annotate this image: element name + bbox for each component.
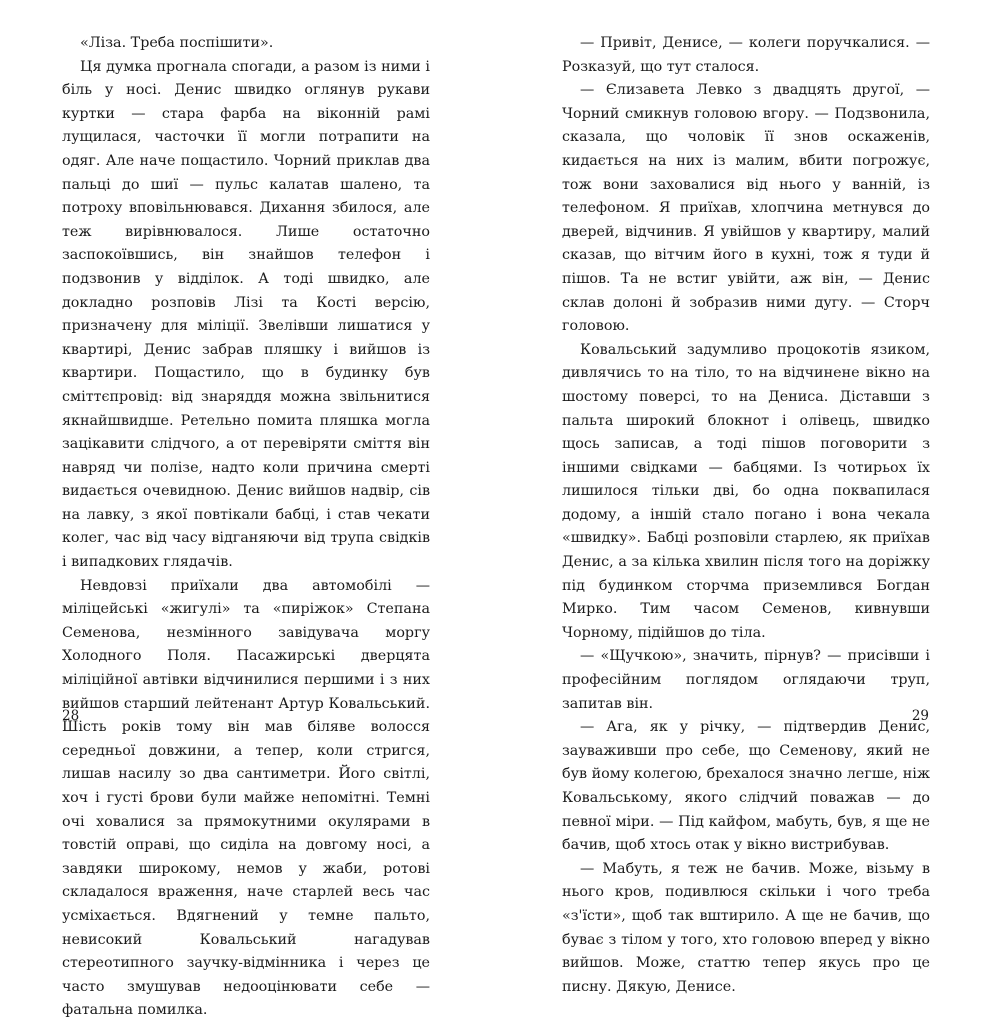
paragraph: — «Щучкою», значить, пірнув? — присівши і професійним поглядом оглядаючи труп, запитав він. [562, 648, 930, 712]
paragraph: — Єлизавета Левко з двадцять другої, — Чорний смикнув головою вгору. — Подзвонила, сказала, що чоловік її знов оскаженів, кидається на них із малим, вбити погрожує, тож вони заховалися від нього у ванній, із телефоном. Я приїхав, хлопчина метнувся до дверей, відчинив. Я увійшов у квартиру, малий сказав, що вітчим його в кухні, тож я туди й пішов. Та не встиг увійти, аж він, — Денис склав долоні й зобразив ними дугу. — Сторч головою. [562, 82, 930, 335]
page-number-left: 28 [62, 708, 80, 724]
paragraph: Ця думка прогнала спогади, а разом із ними і біль у носі. Денис швидко оглянув рукави куртки — стара фарба на віконній рамі лущилася, часточки її могли потрапити на одяг. Але наче пощастило. Чорний приклав два пальці до шиї — пульс калатав шалено, та потроху вповільнювався. Дихання збилося, але теж вирівнювалося. Лише остаточно заспокоївшись, він знайшов телефон і подзвонив у відділок. А тоді швидко, але докладно розповів Лізі та Кості версію, призначену для міліції. Звелівши лишатися у квартирі, Денис забрав пляшку і вийшов із квартири. Пощастило, що в будинку був сміттєпровід: від знаряддя можна звільнитися якнайшвидше. Ретельно помита пляшка могла зацікавити слідчого, а от перевіряти сміття він навряд чи полізе, надто коли причина смерті видається очевидною. Денис вийшов надвір, сів на лавку, з якої повтікали бабці, і став чекати колег, час від часу відганяючи від трупа свідків і випадкових глядачів. [62, 58, 430, 571]
paragraph: «Ліза. Треба поспішити». [80, 35, 274, 51]
paragraph: Невдовзі приїхали два автомобілі — міліцейські «жигулі» та «пиріжок» Степана Семенова, незмінного завідувача моргу Холодного Поля. Пасажирські дверцята міліційної автівки відчинилися першими і з них вийшов старший лейтенант Артур Ковальський. Шість років тому він мав біляве волосся середньої довжини, а тепер, коли стригся, лишав насилу зо два сантиметри. Його світлі, хоч і густі брови були майже непомітні. Темні очі ховалися за прямокутними окулярами в товстій оправі, що сиділа на довгому носі, а завдяки широкому, немов у жаби, ротові складалося враження, наче старлей весь час усміхається. Вдягнений у темне пальто, невисокий Ковальський нагадував стереотипного заучку-відмінника і через це часто змушував недооцінювати себе — фатальна помилка. [62, 577, 430, 1019]
paragraph: — Мабуть, я теж не бачив. Може, візьму в нього кров, подивлюся скільки і чого треба «з'їсти», щоб так вштирило. А ще не бачив, що буває з тілом у того, хто головою вперед у вікно вийшов. Може, статтю тепер якусь про це писну. Дякую, Денисе. [562, 860, 930, 995]
paragraph: — Ага, як у річку, — підтвердив Денис, зауваживши про себе, що Семенову, який не був йому колегою, брехалося значно легше, ніж Ковальському, якого слідчий поважав — до певної міри. — Під кайфом, мабуть, був, я ще не бачив, щоб хтось отак у вікно вистрибував. [562, 719, 930, 854]
page-number-right: 29 [911, 708, 929, 724]
paragraph: — Привіт, Денисе, — колеги поручкалися. — Розказуй, що тут сталося. [562, 35, 930, 75]
right-page [562, 32, 930, 999]
left-page [62, 32, 430, 1023]
paragraph: Ковальський задумливо процокотів язиком, дивлячись то на тіло, то на відчинене вікно на шостому поверсі, то на Дениса. Діставши з пальта широкий блокнот і олівець, швидко щось записав, а тоді пішов поговорити з іншими свідками — бабцями. Із чотирьох їх лишилося тільки дві, бо одна поквапилася додому, а іншій стало погано і вона чекала «швидку». Бабці розповіли старлею, як приїхав Денис, а за кілька хвилин після того на доріжку під будинком сторчма приземлився Богдан Мирко. Тим часом Семенов, кивнувши Чорному, підійшов до тіла. [562, 341, 930, 641]
